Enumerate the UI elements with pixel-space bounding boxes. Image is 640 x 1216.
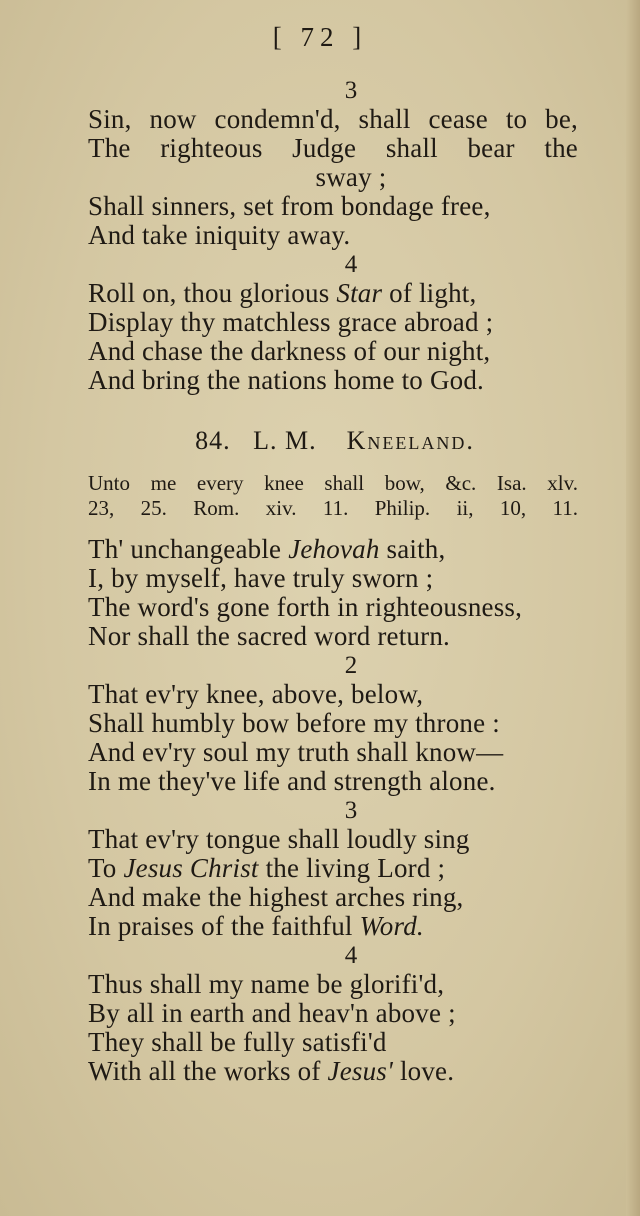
verse-line: And ev'ry soul my truth shall know— [88, 737, 504, 767]
verse-line: The word's gone forth in righteousness, [88, 592, 523, 622]
page-number-header: [ 72 ] [272, 22, 368, 52]
italic-word: Star [336, 278, 383, 308]
spacer [88, 521, 578, 535]
verse-line: In me they've life and strength alone. [88, 766, 496, 796]
verse-line: To Jesus Christ the living Lord ; [88, 853, 446, 883]
verse-line: And bring the nations home to God. [88, 365, 485, 395]
verse-line: Display thy matchless grace abroad ; [88, 307, 494, 337]
verse-line: Thus shall my name be glorifi'd, [88, 969, 445, 999]
page-edge [626, 0, 640, 1216]
verse-number: 3 [344, 797, 358, 824]
verse-number: 3 [344, 77, 358, 104]
hymn-author: Kneeland. [346, 426, 475, 455]
verse-line: And chase the darkness of our night, [88, 336, 491, 366]
verse-line: With all the works of Jesus' love. [88, 1056, 455, 1086]
verse-line: And make the highest arches ring, [88, 882, 464, 912]
verse-line: Shall humbly bow before my throne : [88, 708, 500, 738]
spacer [88, 395, 578, 425]
verse-line: Shall sinners, set from bondage free, [88, 191, 491, 221]
italic-word: Word. [359, 911, 424, 941]
verse-line: Roll on, thou glorious Star of light, [88, 278, 477, 308]
verse-line: In praises of the faithful Word. [88, 911, 424, 941]
verse-line: That ev'ry knee, above, below, [88, 679, 424, 709]
scripture-reference: 23, 25. Rom. xiv. 11. Philip. ii, 10, 11. [88, 496, 578, 520]
verse-line: Th' unchangeable Jehovah saith, [88, 534, 446, 564]
verse-line: And take iniquity away. [88, 220, 351, 250]
verse-line: Nor shall the sacred word return. [88, 621, 450, 651]
verse-number: 4 [344, 251, 358, 278]
verse-line: That ev'ry tongue shall loudly sing [88, 824, 470, 854]
scripture-reference: Unto me every knee shall bow, &c. Isa. xlv. [88, 471, 578, 495]
verse-line: The righteous Judge shall bear the [88, 133, 578, 163]
verse-line: I, by myself, have truly sworn ; [88, 563, 434, 593]
italic-word: Jehovah [288, 534, 380, 564]
verse-line: They shall be fully satisfi'd [88, 1027, 387, 1057]
verse-line: By all in earth and heav'n above ; [88, 998, 456, 1028]
verse-line: Sin, now condemn'd, shall cease to be, [88, 104, 578, 134]
verse-line-turnover: sway ; [315, 162, 387, 192]
hymn-number: 84. [195, 426, 231, 455]
verse-number: 2 [344, 652, 358, 679]
verse-number: 4 [344, 942, 358, 969]
italic-word: Jesus Christ [123, 853, 259, 883]
italic-word: Jesus' [327, 1056, 393, 1086]
hymn-title [88, 425, 578, 457]
spacer [88, 457, 578, 471]
page-content [88, 76, 578, 1086]
hymn-meter: L. M. [253, 426, 317, 455]
